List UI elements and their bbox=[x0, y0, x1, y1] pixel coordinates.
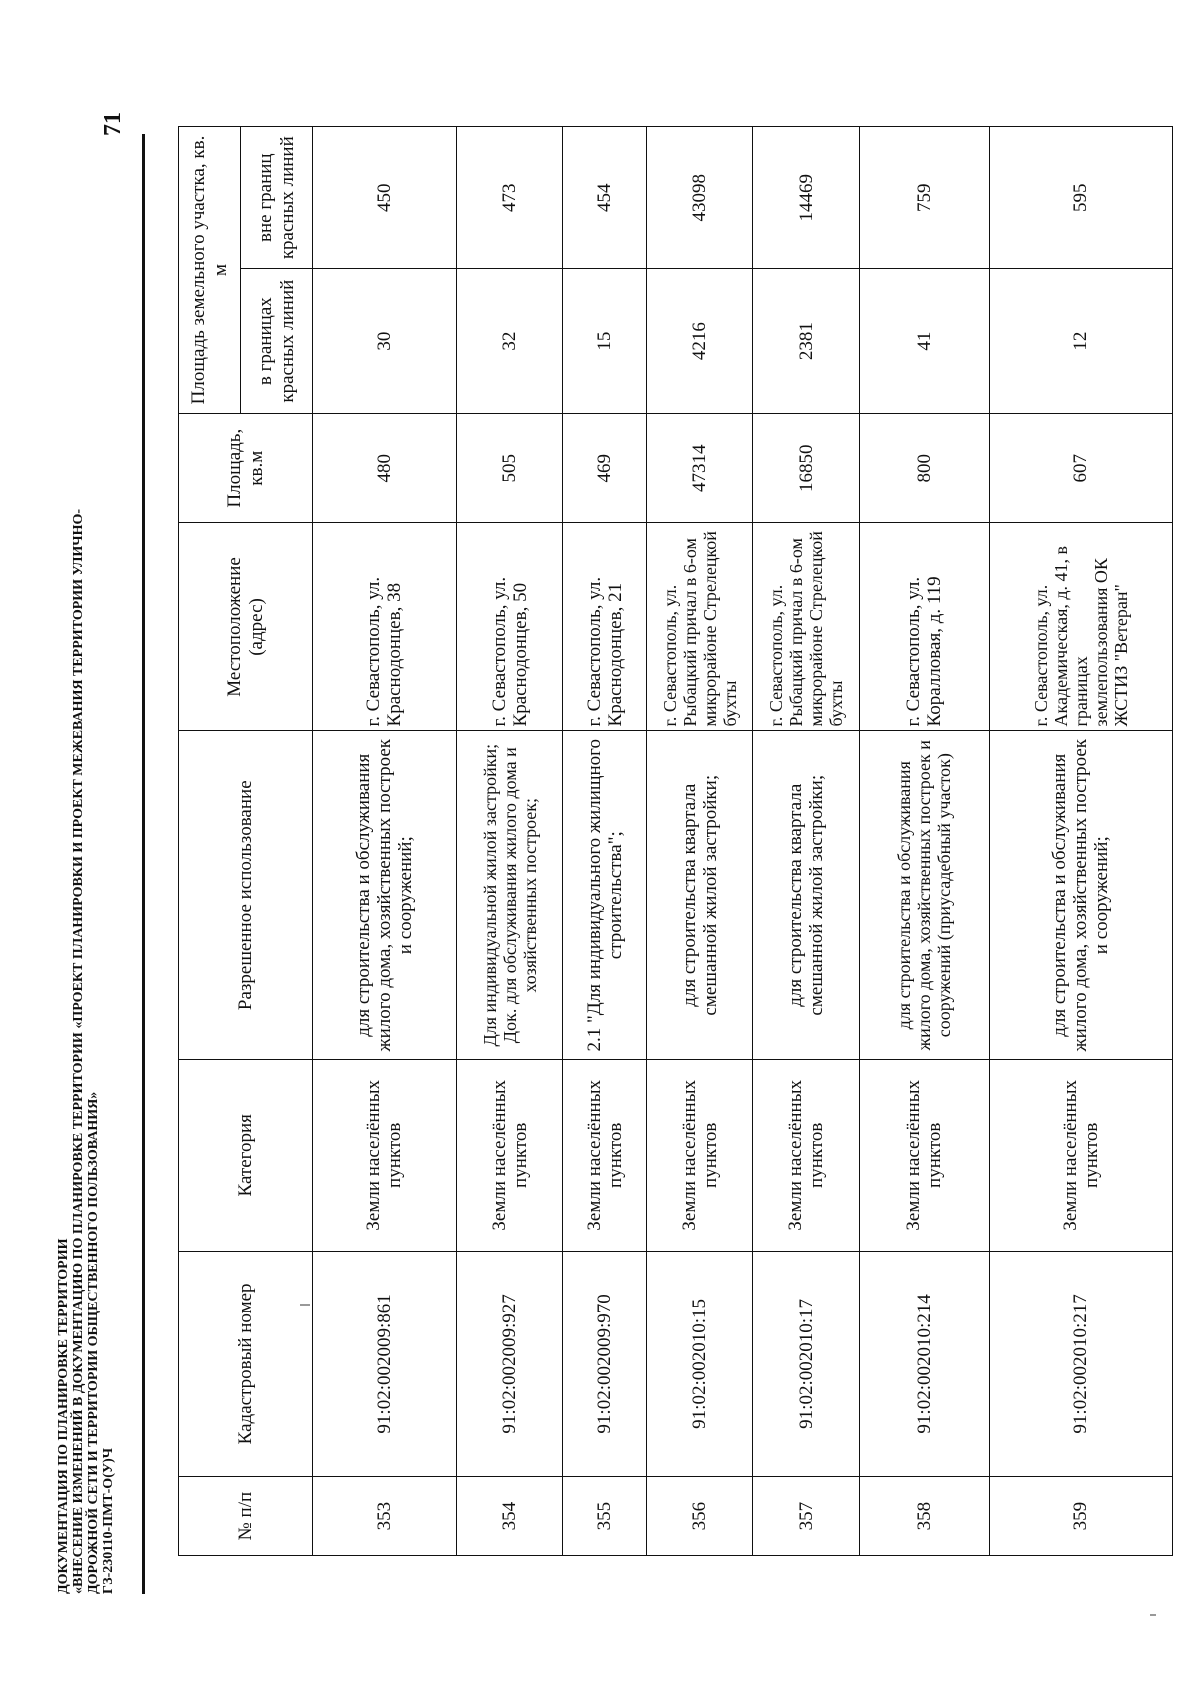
cell-location: г. Севастополь, ул. Краснодонцев, 50 bbox=[456, 523, 563, 731]
table-row bbox=[646, 127, 753, 1556]
cell-category: Земли населённых пунктов bbox=[753, 1059, 860, 1251]
cell-inside: 15 bbox=[563, 269, 646, 414]
cell-num: 356 bbox=[646, 1477, 753, 1556]
header-category: Категория bbox=[179, 1059, 313, 1251]
cell-num: 359 bbox=[989, 1477, 1172, 1556]
cell-inside: 30 bbox=[313, 269, 457, 414]
table-row bbox=[313, 127, 457, 1556]
document-header bbox=[56, 154, 116, 1594]
table-row bbox=[989, 127, 1172, 1556]
cell-num: 353 bbox=[313, 1477, 457, 1556]
cell-num: 354 bbox=[456, 1477, 563, 1556]
header-permitted-use: Разрешенное использование bbox=[179, 731, 313, 1060]
header-area: Площадь, кв.м bbox=[179, 413, 313, 523]
cell-cadastral: 91:02:002010:217 bbox=[989, 1251, 1172, 1477]
header-line: ГЗ-230110-ПМТ-О(У)Ч bbox=[101, 1447, 116, 1594]
scan-speck bbox=[1150, 1614, 1156, 1616]
cell-permitted-use: для строительства и обслуживания жилого дома, хозяйственных построек и сооружений (приусадебный участок) bbox=[860, 731, 990, 1060]
cell-inside: 32 bbox=[456, 269, 563, 414]
header-rule bbox=[142, 134, 145, 1594]
cell-outside: 450 bbox=[313, 127, 457, 269]
cell-area: 480 bbox=[313, 413, 457, 523]
cell-inside: 41 bbox=[860, 269, 990, 414]
cell-area: 16850 bbox=[753, 413, 860, 523]
cell-area: 505 bbox=[456, 413, 563, 523]
cell-outside: 595 bbox=[989, 127, 1172, 269]
cell-location: г. Севастополь, ул. Краснодонцев, 21 bbox=[563, 523, 646, 731]
cell-permitted-use: для строительства и обслуживания жилого дома, хозяйственных построек и сооружений; bbox=[313, 731, 457, 1060]
cell-outside: 454 bbox=[563, 127, 646, 269]
cell-num: 355 bbox=[563, 1477, 646, 1556]
header-parcel-area: Площадь земельного участка, кв. м bbox=[179, 127, 241, 414]
cell-cadastral: 91:02:002009:970 bbox=[563, 1251, 646, 1477]
cell-location: г. Севастополь, ул. Рыбацкий причал в 6-ом микрорайоне Стрелецкой бухты bbox=[753, 523, 860, 731]
cell-outside: 759 bbox=[860, 127, 990, 269]
cell-area: 607 bbox=[989, 413, 1172, 523]
header-cadastral: Кадастровый номер bbox=[179, 1251, 313, 1477]
cell-inside: 2381 bbox=[753, 269, 860, 414]
header-inside-red-lines: в границах красных линий bbox=[241, 269, 313, 414]
table-row bbox=[753, 127, 860, 1556]
cell-num: 357 bbox=[753, 1477, 860, 1556]
header-outside-red-lines: вне границ красных линий bbox=[241, 127, 313, 269]
cell-outside: 473 bbox=[456, 127, 563, 269]
table-row bbox=[860, 127, 990, 1556]
cell-location: г. Севастополь, ул. Коралловая, д. 119 bbox=[860, 523, 990, 731]
cell-cadastral: 91:02:002009:861 bbox=[313, 1251, 457, 1477]
header-line: «ВНЕСЕНИЕ ИЗМЕНЕНИЙ В ДОКУМЕНТАЦИЮ ПО ПЛАНИРОВКЕ ТЕРРИТОРИИ «ПРОЕКТ ПЛАНИРОВКИ И ПРОЕКТ МЕЖЕВАНИЯ ТЕРРИТОРИИ УЛИЧНО- bbox=[71, 508, 86, 1594]
page-number: 71 bbox=[100, 112, 126, 136]
cell-permitted-use: для строительства и обслуживания жилого дома, хозяйственных построек и сооружений; bbox=[989, 731, 1172, 1060]
cell-inside: 12 bbox=[989, 269, 1172, 414]
cell-cadastral: 91:02:002009:927 bbox=[456, 1251, 563, 1477]
header-line: ДОРОЖНОЙ СЕТИ И ТЕРРИТОРИИ ОБЩЕСТВЕННОГО ПОЛЬЗОВАНИЯ» bbox=[86, 1091, 101, 1594]
table-row bbox=[563, 127, 646, 1556]
cell-num: 358 bbox=[860, 1477, 990, 1556]
cell-category: Земли населённых пунктов bbox=[646, 1059, 753, 1251]
cell-cadastral: 91:02:002010:17 bbox=[753, 1251, 860, 1477]
cell-category: Земли населённых пунктов bbox=[313, 1059, 457, 1251]
cell-inside: 4216 bbox=[646, 269, 753, 414]
cell-outside: 14469 bbox=[753, 127, 860, 269]
cell-area: 47314 bbox=[646, 413, 753, 523]
cell-location: г. Севастополь, ул. Краснодонцев, 38 bbox=[313, 523, 457, 731]
cell-permitted-use: Для индивидуальной жилой застройки; Док. для обслуживания жилого дома и хозяйственных построек; bbox=[456, 731, 563, 1060]
cell-permitted-use: для строительства квартала смешанной жилой застройки; bbox=[753, 731, 860, 1060]
header-line: ДОКУМЕНТАЦИЯ ПО ПЛАНИРОВКЕ ТЕРРИТОРИИ bbox=[56, 1238, 71, 1594]
cell-location: г. Севастополь, ул. Рыбацкий причал в 6-ом микрорайоне Стрелецкой бухты bbox=[646, 523, 753, 731]
cell-area: 469 bbox=[563, 413, 646, 523]
cell-cadastral: 91:02:002010:214 bbox=[860, 1251, 990, 1477]
cell-category: Земли населённых пунктов bbox=[456, 1059, 563, 1251]
cell-outside: 43098 bbox=[646, 127, 753, 269]
cell-cadastral: 91:02:002010:15 bbox=[646, 1251, 753, 1477]
cell-category: Земли населённых пунктов bbox=[860, 1059, 990, 1251]
cell-permitted-use: для строительства квартала смешанной жилой застройки; bbox=[646, 731, 753, 1060]
land-parcels-table bbox=[178, 126, 1173, 1556]
cell-location: г. Севастополь, ул. Академическая, д. 41, в границах землепользования ОК ЖСТИЗ "Ветеран" bbox=[989, 523, 1172, 731]
header-location: Местоположение (адрес) bbox=[179, 523, 313, 731]
scan-speck bbox=[300, 1304, 310, 1306]
cell-area: 800 bbox=[860, 413, 990, 523]
table-row bbox=[456, 127, 563, 1556]
header-num: № п/п bbox=[179, 1477, 313, 1556]
cell-permitted-use: 2.1 "Для индивидуального жилищного строительства"; bbox=[563, 731, 646, 1060]
cell-category: Земли населённых пунктов bbox=[989, 1059, 1172, 1251]
cell-category: Земли населённых пунктов bbox=[563, 1059, 646, 1251]
